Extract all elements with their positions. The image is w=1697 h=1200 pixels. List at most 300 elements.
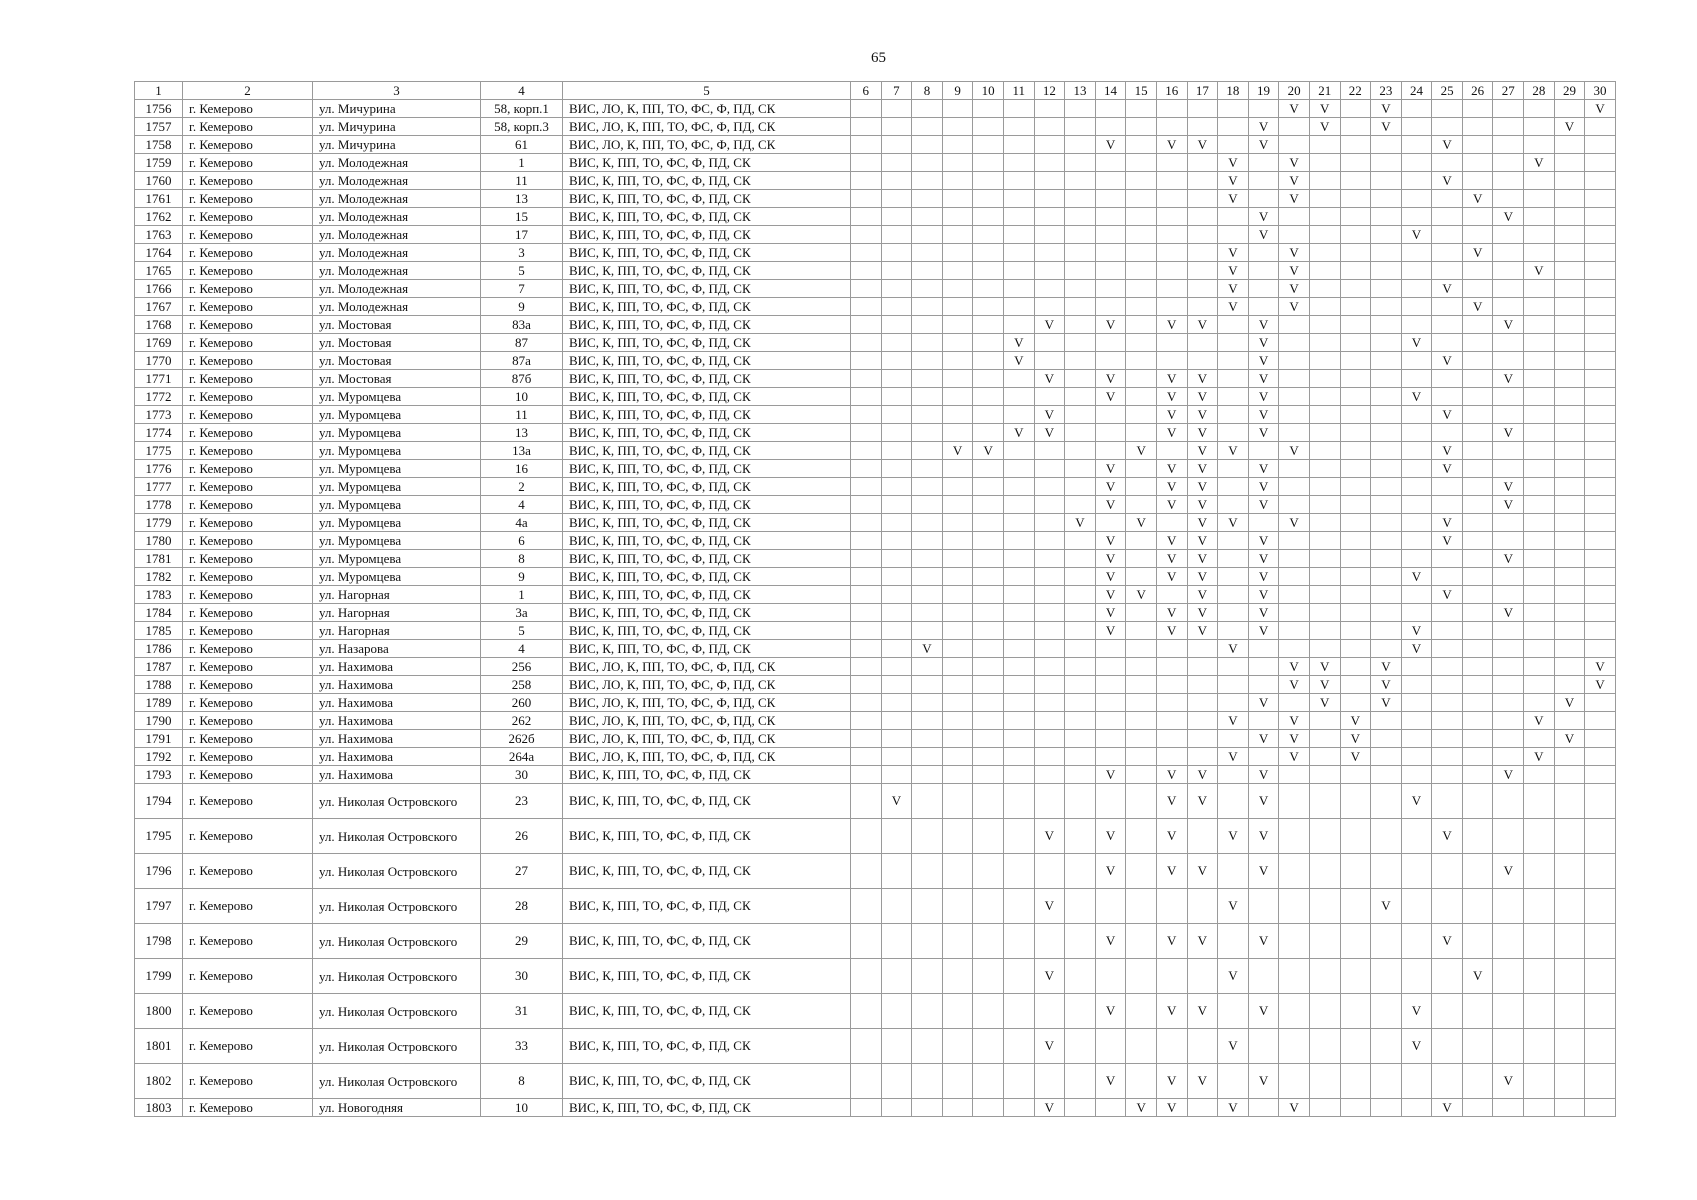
empty-cell (1340, 100, 1371, 118)
check-mark: V (1432, 172, 1463, 190)
empty-cell (942, 854, 973, 889)
empty-cell (1065, 136, 1096, 154)
empty-cell (1065, 640, 1096, 658)
empty-cell (1065, 316, 1096, 334)
empty-cell (1003, 442, 1034, 460)
empty-cell (1034, 658, 1065, 676)
empty-cell (1003, 100, 1034, 118)
empty-cell (1462, 819, 1493, 854)
city-cell: г. Кемерово (183, 712, 313, 730)
row-number: 1803 (135, 1099, 183, 1117)
empty-cell (1218, 622, 1249, 640)
street-cell: ул. Нахимова (313, 766, 481, 784)
street-cell: ул. Нагорная (313, 604, 481, 622)
empty-cell (1432, 784, 1463, 819)
empty-cell (1279, 622, 1310, 640)
table-row (135, 568, 1616, 586)
empty-cell (1218, 676, 1249, 694)
empty-cell (1095, 190, 1126, 208)
city-cell: г. Кемерово (183, 244, 313, 262)
row-number: 1785 (135, 622, 183, 640)
empty-cell (1371, 550, 1402, 568)
empty-cell (1126, 388, 1157, 406)
empty-cell (1432, 118, 1463, 136)
street-cell: ул. Николая Островского (313, 854, 481, 889)
empty-cell (1493, 658, 1524, 676)
empty-cell (1462, 136, 1493, 154)
empty-cell (1034, 568, 1065, 586)
city-cell: г. Кемерово (183, 100, 313, 118)
empty-cell (1065, 280, 1096, 298)
empty-cell (1156, 280, 1187, 298)
empty-cell (881, 496, 912, 514)
empty-cell (851, 298, 882, 316)
check-mark: V (1156, 622, 1187, 640)
empty-cell (973, 316, 1004, 334)
check-mark: V (1095, 994, 1126, 1029)
empty-cell (1371, 208, 1402, 226)
empty-cell (851, 478, 882, 496)
empty-cell (1340, 676, 1371, 694)
empty-cell (1095, 1029, 1126, 1064)
city-cell: г. Кемерово (183, 730, 313, 748)
empty-cell (1156, 1029, 1187, 1064)
city-cell: г. Кемерово (183, 154, 313, 172)
check-mark: V (1554, 118, 1585, 136)
empty-cell (1309, 514, 1340, 532)
empty-cell (1401, 819, 1432, 854)
empty-cell (1340, 994, 1371, 1029)
empty-cell (1554, 1099, 1585, 1117)
empty-cell (942, 730, 973, 748)
table-row (135, 959, 1616, 994)
check-mark: V (1095, 622, 1126, 640)
row-number: 1778 (135, 496, 183, 514)
empty-cell (1371, 568, 1402, 586)
empty-cell (851, 924, 882, 959)
check-mark: V (1371, 100, 1402, 118)
empty-cell (973, 424, 1004, 442)
empty-cell (912, 784, 943, 819)
empty-cell (973, 924, 1004, 959)
empty-cell (942, 496, 973, 514)
column-header: 10 (973, 82, 1004, 100)
empty-cell (1432, 208, 1463, 226)
city-cell: г. Кемерово (183, 298, 313, 316)
street-cell: ул. Николая Островского (313, 784, 481, 819)
empty-cell (1248, 712, 1279, 730)
empty-cell (942, 172, 973, 190)
empty-cell (912, 226, 943, 244)
empty-cell (1493, 334, 1524, 352)
empty-cell (851, 388, 882, 406)
empty-cell (973, 889, 1004, 924)
city-cell: г. Кемерово (183, 226, 313, 244)
house-cell: 58, корп.1 (481, 100, 563, 118)
empty-cell (1554, 658, 1585, 676)
empty-cell (1493, 730, 1524, 748)
empty-cell (1401, 766, 1432, 784)
row-number: 1786 (135, 640, 183, 658)
empty-cell (1432, 100, 1463, 118)
empty-cell (1554, 748, 1585, 766)
empty-cell (973, 172, 1004, 190)
empty-cell (973, 730, 1004, 748)
empty-cell (881, 658, 912, 676)
empty-cell (1218, 136, 1249, 154)
row-number: 1788 (135, 676, 183, 694)
empty-cell (1432, 262, 1463, 280)
empty-cell (851, 262, 882, 280)
empty-cell (1187, 244, 1218, 262)
empty-cell (942, 388, 973, 406)
empty-cell (881, 406, 912, 424)
city-cell: г. Кемерово (183, 694, 313, 712)
empty-cell (1065, 622, 1096, 640)
empty-cell (1493, 352, 1524, 370)
check-mark: V (1524, 154, 1555, 172)
empty-cell (1585, 442, 1616, 460)
empty-cell (942, 460, 973, 478)
empty-cell (1003, 532, 1034, 550)
empty-cell (1462, 586, 1493, 604)
empty-cell (851, 316, 882, 334)
empty-cell (1065, 388, 1096, 406)
empty-cell (1432, 334, 1463, 352)
check-mark: V (1554, 730, 1585, 748)
empty-cell (1034, 190, 1065, 208)
empty-cell (1371, 280, 1402, 298)
check-mark: V (1187, 854, 1218, 889)
empty-cell (1003, 280, 1034, 298)
empty-cell (1554, 784, 1585, 819)
empty-cell (1309, 262, 1340, 280)
empty-cell (1371, 1029, 1402, 1064)
empty-cell (851, 442, 882, 460)
empty-cell (851, 190, 882, 208)
empty-cell (1279, 694, 1310, 712)
empty-cell (851, 784, 882, 819)
empty-cell (851, 1099, 882, 1117)
empty-cell (1065, 730, 1096, 748)
column-header: 8 (912, 82, 943, 100)
empty-cell (1034, 994, 1065, 1029)
check-mark: V (1187, 514, 1218, 532)
city-cell: г. Кемерово (183, 334, 313, 352)
table-row (135, 730, 1616, 748)
empty-cell (1034, 640, 1065, 658)
empty-cell (1340, 658, 1371, 676)
empty-cell (1585, 604, 1616, 622)
check-mark: V (1248, 136, 1279, 154)
house-cell: 3 (481, 244, 563, 262)
empty-cell (1034, 262, 1065, 280)
empty-cell (1126, 694, 1157, 712)
empty-cell (1371, 352, 1402, 370)
check-mark: V (1187, 604, 1218, 622)
check-mark: V (1401, 640, 1432, 658)
empty-cell (1126, 316, 1157, 334)
empty-cell (1065, 1064, 1096, 1099)
empty-cell (1340, 298, 1371, 316)
street-cell: ул. Николая Островского (313, 1029, 481, 1064)
empty-cell (1218, 352, 1249, 370)
empty-cell (1554, 478, 1585, 496)
empty-cell (1585, 766, 1616, 784)
empty-cell (1524, 694, 1555, 712)
empty-cell (1065, 424, 1096, 442)
empty-cell (1340, 316, 1371, 334)
column-header: 12 (1034, 82, 1065, 100)
street-cell: ул. Молодежная (313, 298, 481, 316)
empty-cell (1371, 460, 1402, 478)
empty-cell (1401, 712, 1432, 730)
empty-cell (1432, 478, 1463, 496)
empty-cell (1279, 370, 1310, 388)
check-mark: V (1279, 748, 1310, 766)
check-mark: V (1095, 316, 1126, 334)
empty-cell (1585, 406, 1616, 424)
empty-cell (1371, 586, 1402, 604)
house-cell: 4а (481, 514, 563, 532)
empty-cell (1432, 854, 1463, 889)
empty-cell (851, 118, 882, 136)
empty-cell (1309, 622, 1340, 640)
empty-cell (1432, 748, 1463, 766)
empty-cell (942, 766, 973, 784)
empty-cell (1432, 766, 1463, 784)
empty-cell (1401, 532, 1432, 550)
table-row (135, 334, 1616, 352)
empty-cell (1432, 370, 1463, 388)
check-mark: V (1493, 424, 1524, 442)
empty-cell (1065, 442, 1096, 460)
empty-cell (942, 514, 973, 532)
empty-cell (912, 819, 943, 854)
empty-cell (1493, 1099, 1524, 1117)
empty-cell (1585, 532, 1616, 550)
empty-cell (1432, 1029, 1463, 1064)
empty-cell (1524, 1099, 1555, 1117)
empty-cell (1462, 1029, 1493, 1064)
services-cell: ВИС, К, ПП, ТО, ФС, Ф, ПД, СК (563, 532, 851, 550)
check-mark: V (1218, 889, 1249, 924)
house-cell: 15 (481, 208, 563, 226)
empty-cell (1585, 280, 1616, 298)
empty-cell (1462, 784, 1493, 819)
services-cell: ВИС, К, ПП, ТО, ФС, Ф, ПД, СК (563, 889, 851, 924)
empty-cell (1554, 370, 1585, 388)
row-number: 1761 (135, 190, 183, 208)
empty-cell (851, 1064, 882, 1099)
check-mark: V (1187, 388, 1218, 406)
empty-cell (1309, 370, 1340, 388)
empty-cell (1187, 1029, 1218, 1064)
empty-cell (1095, 676, 1126, 694)
empty-cell (973, 280, 1004, 298)
empty-cell (851, 370, 882, 388)
row-number: 1801 (135, 1029, 183, 1064)
empty-cell (1554, 604, 1585, 622)
column-header: 3 (313, 82, 481, 100)
check-mark: V (1095, 550, 1126, 568)
empty-cell (1401, 748, 1432, 766)
check-mark: V (973, 442, 1004, 460)
check-mark: V (1248, 784, 1279, 819)
empty-cell (1126, 244, 1157, 262)
empty-cell (1126, 154, 1157, 172)
check-mark: V (1279, 244, 1310, 262)
empty-cell (1218, 316, 1249, 334)
empty-cell (1401, 190, 1432, 208)
row-number: 1764 (135, 244, 183, 262)
empty-cell (1340, 424, 1371, 442)
check-mark: V (1279, 658, 1310, 676)
city-cell: г. Кемерово (183, 766, 313, 784)
empty-cell (1462, 676, 1493, 694)
check-mark: V (1248, 994, 1279, 1029)
empty-cell (1065, 1099, 1096, 1117)
empty-cell (1156, 730, 1187, 748)
street-cell: ул. Молодежная (313, 190, 481, 208)
empty-cell (851, 994, 882, 1029)
empty-cell (881, 424, 912, 442)
check-mark: V (1095, 478, 1126, 496)
street-cell: ул. Нагорная (313, 586, 481, 604)
empty-cell (1462, 1064, 1493, 1099)
city-cell: г. Кемерово (183, 994, 313, 1029)
check-mark: V (1371, 694, 1402, 712)
empty-cell (942, 244, 973, 262)
empty-cell (1309, 442, 1340, 460)
services-cell: ВИС, К, ПП, ТО, ФС, Ф, ПД, СК (563, 478, 851, 496)
table-row (135, 388, 1616, 406)
empty-cell (1279, 568, 1310, 586)
empty-cell (1248, 658, 1279, 676)
empty-cell (1462, 388, 1493, 406)
column-header: 25 (1432, 82, 1463, 100)
table-row (135, 496, 1616, 514)
empty-cell (973, 694, 1004, 712)
column-header: 30 (1585, 82, 1616, 100)
empty-cell (1126, 748, 1157, 766)
row-number: 1766 (135, 280, 183, 298)
check-mark: V (1218, 819, 1249, 854)
empty-cell (1493, 136, 1524, 154)
empty-cell (912, 586, 943, 604)
empty-cell (1462, 334, 1493, 352)
house-cell: 27 (481, 854, 563, 889)
empty-cell (1003, 676, 1034, 694)
empty-cell (1401, 172, 1432, 190)
street-cell: ул. Муромцева (313, 532, 481, 550)
empty-cell (1371, 190, 1402, 208)
empty-cell (1585, 424, 1616, 442)
empty-cell (1340, 586, 1371, 604)
empty-cell (1309, 478, 1340, 496)
city-cell: г. Кемерово (183, 388, 313, 406)
empty-cell (1585, 694, 1616, 712)
table-row (135, 118, 1616, 136)
empty-cell (1218, 854, 1249, 889)
table-row (135, 622, 1616, 640)
check-mark: V (1003, 352, 1034, 370)
empty-cell (1371, 442, 1402, 460)
check-mark: V (1187, 532, 1218, 550)
city-cell: г. Кемерово (183, 924, 313, 959)
empty-cell (1034, 244, 1065, 262)
empty-cell (1187, 118, 1218, 136)
services-cell: ВИС, К, ПП, ТО, ФС, Ф, ПД, СК (563, 262, 851, 280)
empty-cell (1462, 550, 1493, 568)
empty-cell (1371, 854, 1402, 889)
services-cell: ВИС, К, ПП, ТО, ФС, Ф, ПД, СК (563, 424, 851, 442)
empty-cell (881, 1029, 912, 1064)
empty-cell (1340, 280, 1371, 298)
empty-cell (1340, 208, 1371, 226)
empty-cell (1432, 694, 1463, 712)
empty-cell (1187, 819, 1218, 854)
city-cell: г. Кемерово (183, 586, 313, 604)
empty-cell (881, 730, 912, 748)
table-row (135, 854, 1616, 889)
table-row (135, 352, 1616, 370)
empty-cell (1340, 460, 1371, 478)
check-mark: V (1156, 388, 1187, 406)
column-header: 21 (1309, 82, 1340, 100)
empty-cell (881, 118, 912, 136)
empty-cell (1003, 622, 1034, 640)
empty-cell (1585, 568, 1616, 586)
empty-cell (1432, 298, 1463, 316)
empty-cell (1524, 514, 1555, 532)
check-mark: V (1126, 1099, 1157, 1117)
empty-cell (1585, 118, 1616, 136)
empty-cell (1187, 172, 1218, 190)
empty-cell (1218, 730, 1249, 748)
empty-cell (1034, 1064, 1065, 1099)
empty-cell (1493, 712, 1524, 730)
table-row (135, 154, 1616, 172)
services-cell: ВИС, К, ПП, ТО, ФС, Ф, ПД, СК (563, 352, 851, 370)
empty-cell (973, 100, 1004, 118)
check-mark: V (1401, 622, 1432, 640)
check-mark: V (1034, 406, 1065, 424)
empty-cell (881, 442, 912, 460)
empty-cell (973, 604, 1004, 622)
empty-cell (851, 532, 882, 550)
empty-cell (1034, 460, 1065, 478)
empty-cell (912, 496, 943, 514)
house-cell: 1 (481, 154, 563, 172)
empty-cell (1340, 136, 1371, 154)
empty-cell (1187, 190, 1218, 208)
empty-cell (1309, 244, 1340, 262)
empty-cell (1065, 478, 1096, 496)
empty-cell (1279, 406, 1310, 424)
empty-cell (1585, 586, 1616, 604)
row-number: 1760 (135, 172, 183, 190)
empty-cell (881, 994, 912, 1029)
check-mark: V (1156, 478, 1187, 496)
empty-cell (912, 298, 943, 316)
empty-cell (1065, 694, 1096, 712)
empty-cell (1462, 154, 1493, 172)
check-mark: V (1034, 1099, 1065, 1117)
empty-cell (1432, 889, 1463, 924)
empty-cell (881, 622, 912, 640)
empty-cell (1218, 994, 1249, 1029)
